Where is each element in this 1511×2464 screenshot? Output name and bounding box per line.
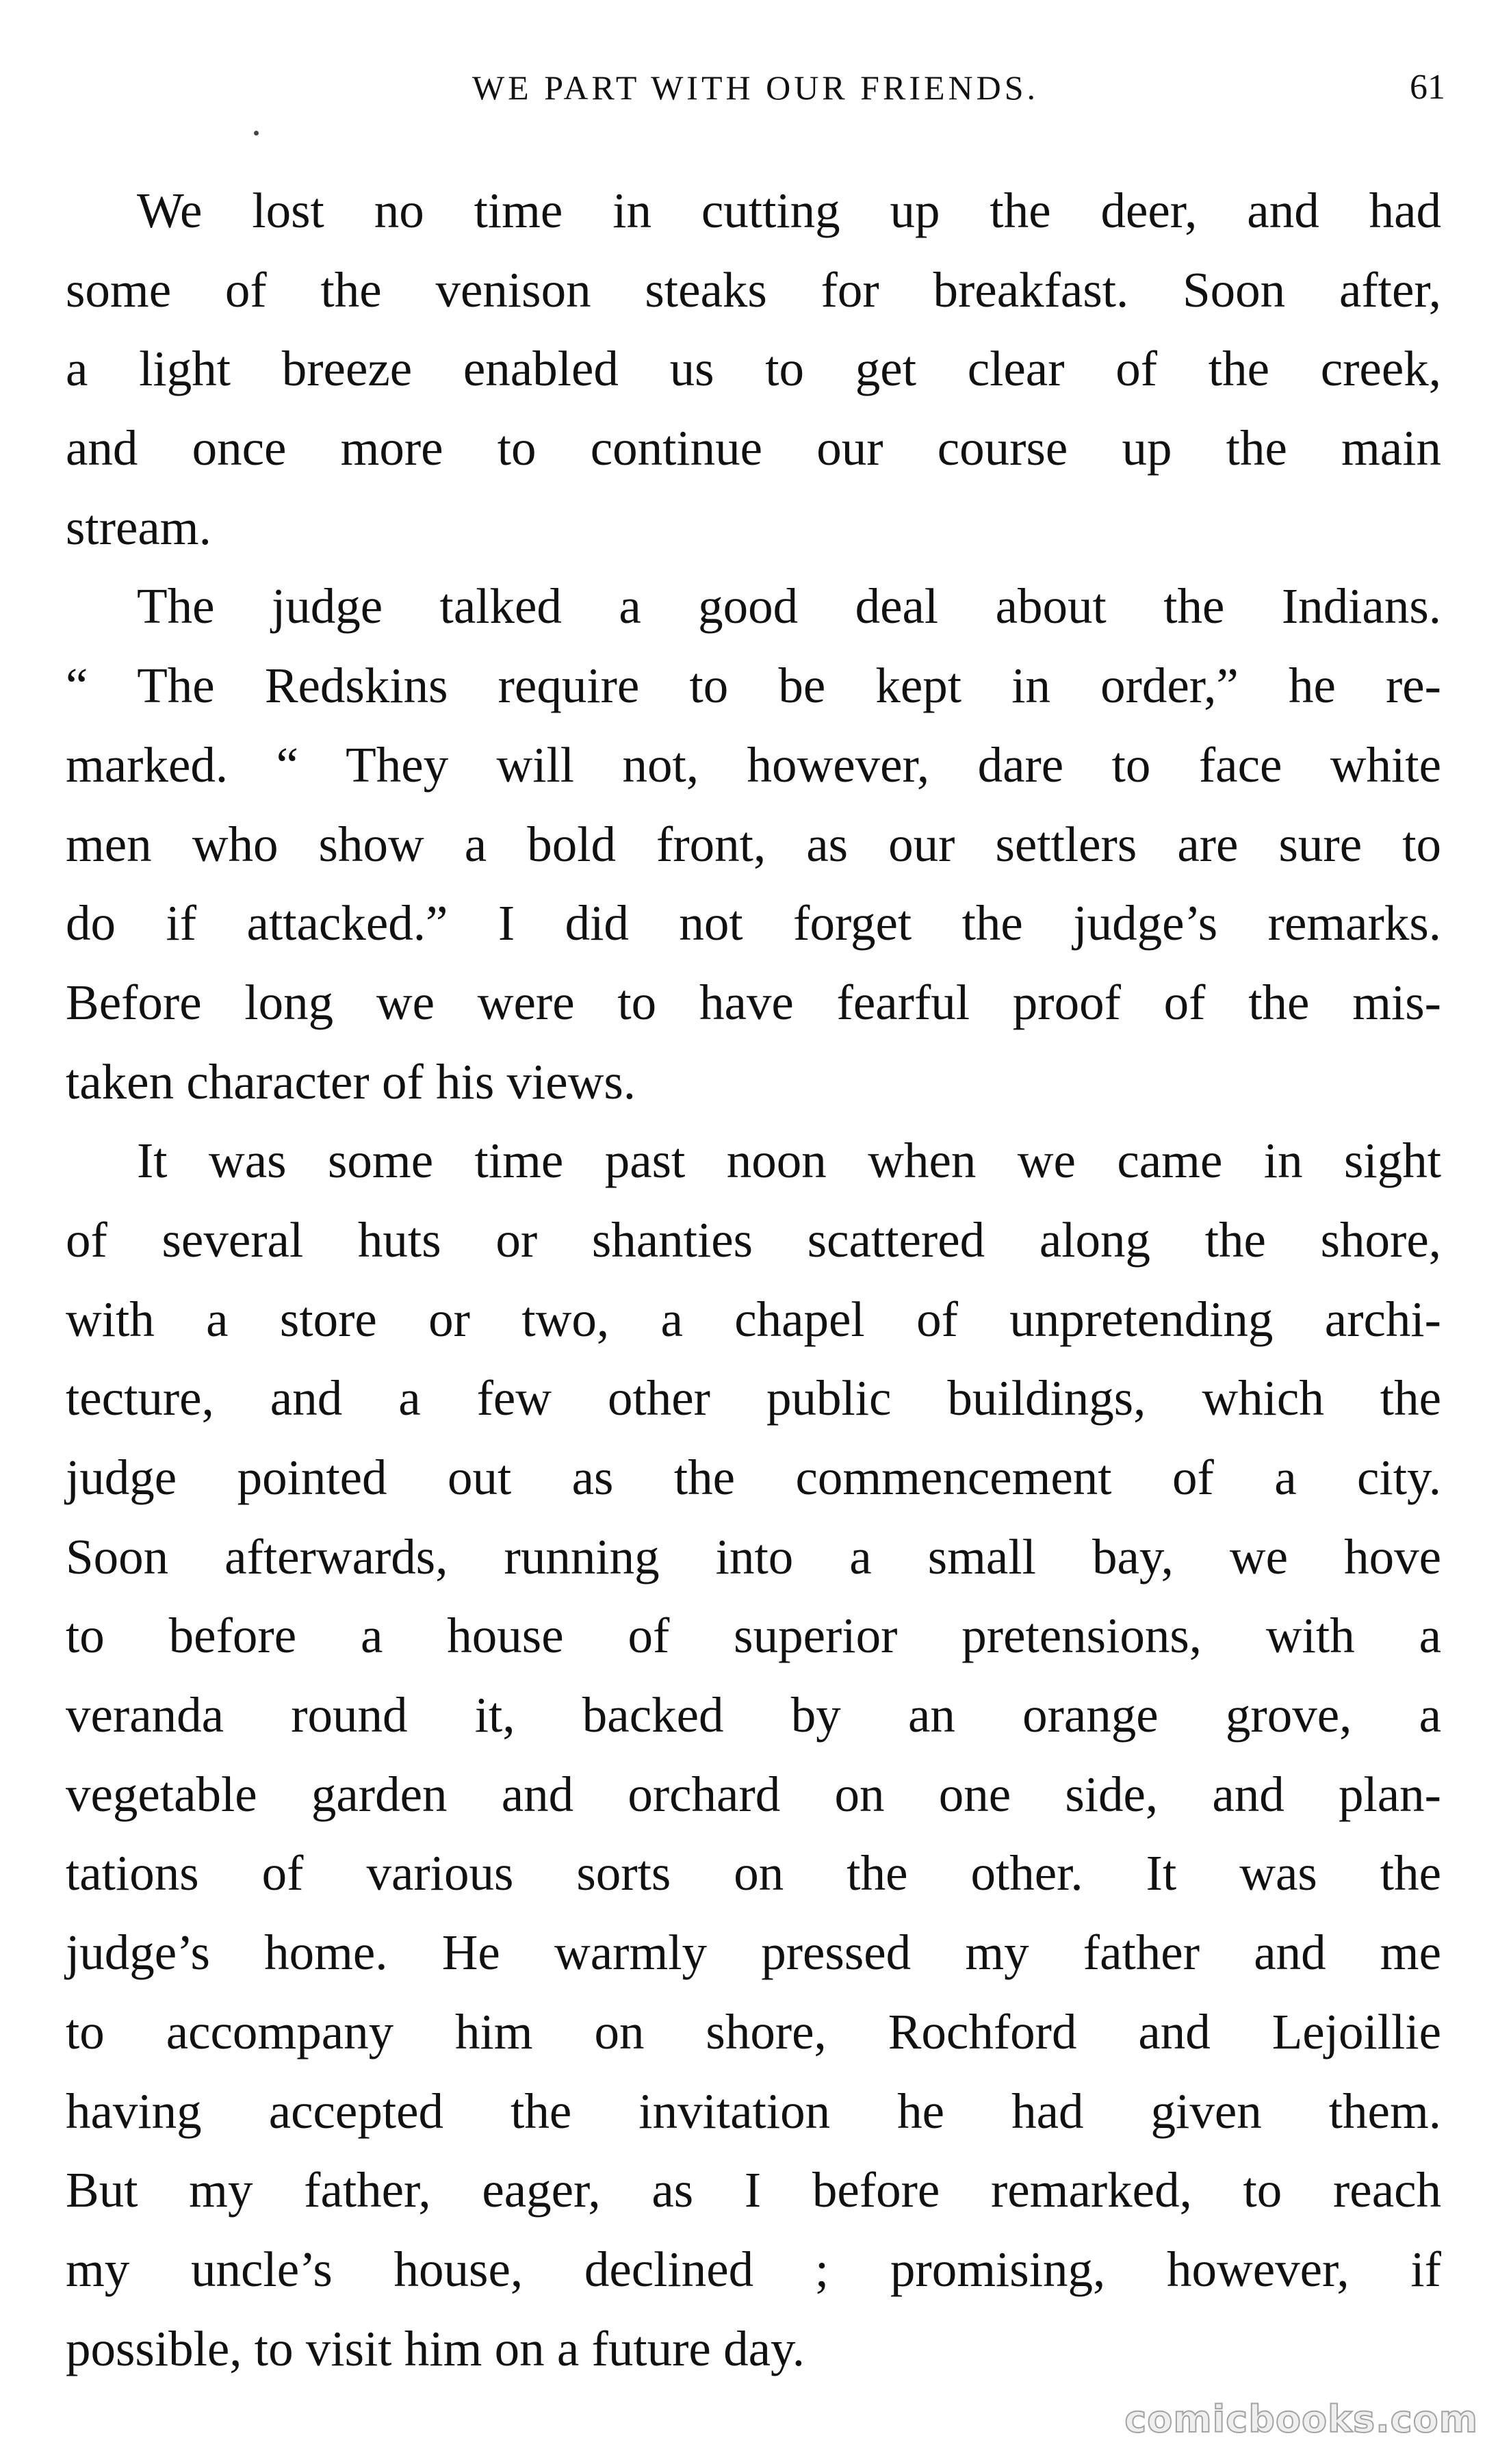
paragraph-line: The judge talked a good deal about the Indians. (137, 578, 1441, 634)
paragraph-line: some of the venison steaks for breakfast. Soon after, (66, 261, 1441, 318)
paragraph-line: It was some time past noon when we came in sight (137, 1133, 1441, 1189)
paragraph-line: of several huts or shanties scattered along the shore, (66, 1211, 1441, 1268)
paragraph-line: with a store or two, a chapel of unpretending archi- (66, 1291, 1441, 1347)
paragraph-line: Before long we were to have fearful proof of the mis- (66, 974, 1441, 1030)
body-text (66, 171, 1441, 2388)
paragraph-line: tecture, and a few other public buildings, which the (66, 1370, 1441, 1426)
paragraph-line: vegetable garden and orchard on one side, and plan- (66, 1766, 1441, 1822)
paragraph-line: judge pointed out as the commencement of a city. (66, 1450, 1441, 1505)
paragraph-2 (66, 567, 1441, 1121)
page-number: 61 (1410, 68, 1445, 107)
paragraph-line: a light breeze enabled us to get clear of the creek, (66, 341, 1441, 397)
paragraph-line: stream. (66, 499, 211, 555)
running-title: WE PART WITH OUR FRIENDS. (472, 68, 1039, 107)
paragraph-line: marked. “ They will not, however, dare to face white (66, 736, 1441, 793)
paragraph-line: possible, to visit him on a future day. (66, 2320, 805, 2376)
paragraph-line: Soon afterwards, running into a small bay, we hove (66, 1528, 1441, 1584)
paragraph-line: men who show a bold front, as our settlers are sure to (66, 816, 1441, 872)
paragraph-line: to accompany him on shore, Rochford and Lejoillie (66, 2003, 1441, 2059)
paragraph-line: tations of various sorts on the other. It was the (66, 1845, 1441, 1901)
paragraph-line: We lost no time in cutting up the deer, and had (137, 183, 1441, 238)
watermark-logo: comicbooks.com (1124, 2398, 1478, 2441)
paragraph-line: judge’s home. He warmly pressed my father and me (66, 1925, 1441, 1981)
paragraph-line: But my father, eager, as I before remarked, to reach (66, 2162, 1441, 2218)
paragraph-line: do if attacked.” I did not forget the judge’s remarks. (66, 895, 1441, 951)
paragraph-line: and once more to continue our course up the main (66, 420, 1441, 476)
paragraph-line: taken character of his views. (66, 1053, 636, 1109)
paragraph-line: having accepted the invitation he had given them. (66, 2083, 1441, 2139)
running-head (66, 60, 1445, 115)
paragraph-line: veranda round it, backed by an orange grove, a (66, 1687, 1441, 1743)
paragraph-line: “ The Redskins require to be kept in order,” he re- (66, 658, 1441, 714)
paragraph-line: my uncle’s house, declined ; promising, however, if (66, 2241, 1441, 2297)
print-speck (254, 131, 259, 136)
paragraph-1 (66, 171, 1441, 567)
paragraph-line: to before a house of superior pretensions, with a (66, 1608, 1441, 1664)
paragraph-3 (66, 1121, 1441, 2388)
